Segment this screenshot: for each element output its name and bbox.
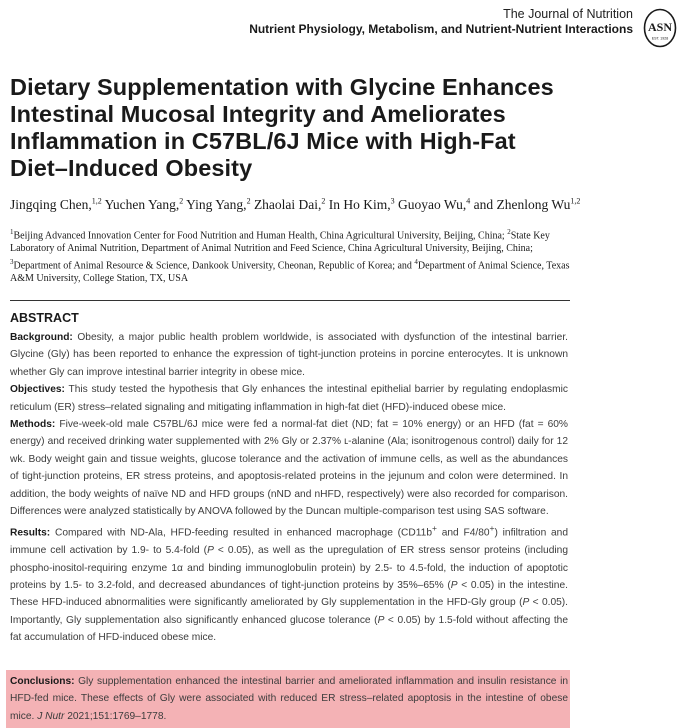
author[interactable]: Yuchen Yang,$^2$	[104, 196, 184, 212]
author[interactable]: Zhaolai Dai,$^2$	[253, 196, 326, 212]
author[interactable]: Ying Yang,$^2$	[186, 196, 251, 212]
journal-name: The Journal of Nutrition	[503, 7, 633, 21]
abstract-body	[10, 329, 568, 647]
logo-text: ASN	[647, 20, 673, 34]
abstract-background: Background: Obesity, a major public health problem worldwide, is associated with dysfunction of the intestinal barrier. Glycine (Gly) has been reported to enhance the expression of tight-junction proteins in porcine enterocytes. It is unknown whether Gly can improve intestinal barrier integrity in obese mice.	[10, 332, 568, 378]
author[interactable]: Guoyao Wu,$^4$	[398, 196, 471, 212]
logo-sub: EST. 1928	[651, 36, 669, 41]
affiliations: $^1$Beijing Advanced Innovation Center for Food Nutrition and Human Health, China Agricultural University, Beijing, China; $^2$State Key Laboratory of Animal Nutrition, Department of Animal Nutrition and Feed Science, China Agricultural University, Beijing, China; $^3$Department of Animal Resource & Science, Dankook University, Cheonan, Republic of Korea; and $^4$Department of Animal Science, Texas A&M University, College Station, TX, USA	[10, 228, 570, 285]
abstract-conclusions: Conclusions: Gly supplementation enhanced the intestinal barrier and ameliorated inflammation and insulin resistance in HFD-fed mice. These effects of Gly were associated with reduced ER stress–related apoptosis in the intestine of obese mice. J Nutr 2021;151:1769–1778.	[10, 676, 568, 722]
author[interactable]: Jingqing Chen,$^{1,2}$	[10, 196, 102, 212]
abstract-results: Results: Compared with ND-Ala, HFD-feeding resulted in enhanced macrophage (CD11b+ and F4/80+) infiltration and immune cell activation by 1.9- to 5.4-fold (P < 0.05), as well as the upregulation of ER stress sensor proteins (including phospho-inositol-requiring enzyme 1α and binding immunoglobulin protein) by 2.5- to 4.5-fold, the induction of apoptotic proteins by 1.5- to 3.2-fold, and decreased abundances of tight-junction proteins by 35%–65% (P < 0.05) in the intestine. These HFD-induced abnormalities were significantly ameliorated by Gly supplementation in the HFD-Gly group (P < 0.05). Importantly, Gly supplementation also significantly enhanced glucose tolerance (P < 0.05) by 1.5-fold without affecting the fat accumulation of HFD-induced obese mice.	[10, 523, 568, 644]
journal-section: Nutrient Physiology, Metabolism, and Nutrient-Nutrient Interactions	[249, 22, 633, 36]
citation-journal: J Nutr	[37, 710, 65, 722]
abstract-heading: ABSTRACT	[10, 311, 79, 325]
abstract-objectives: Objectives: This study tested the hypothesis that Gly enhances the intestinal epithelial barrier by regulating endoplasmic reticulum (ER) stress–related signaling and mitigating inflammation in high-fat diet (HFD)-induced obese mice.	[10, 384, 568, 413]
abstract-methods: Methods: Five-week-old male C57BL/6J mice were fed a normal-fat diet (ND; fat = 10% energy) or an HFD (fat = 60% energy) and received drinking water supplemented with 2% Gly or 2.37% ʟ-alanine (Ala; isonitrogenous control) daily for 12 wk. Body weight gain and tissue weights, glucose tolerance and the activation of immune cells, as well as the abundances of tight-junction proteins, ER stress proteins, and apoptosis-related proteins in the jejunum and colon were determined. In addition, the body weights of naïve ND and HFD groups (nND and nHFD, respectively) were also recorded for comparison. Differences were analyzed statistically by ANOVA followed by the Duncan multiple-comparison test using SAS software.	[10, 419, 568, 518]
divider-rule	[10, 300, 570, 301]
author[interactable]: In Ho Kim,$^3$	[328, 196, 395, 212]
article-title: Dietary Supplementation with Glycine Enhances Intestinal Mucosal Integrity and Ameliorates Inflammation in C57BL/6J Mice with High-Fat Diet–Induced Obesity	[10, 74, 554, 181]
author-list	[10, 196, 610, 213]
author[interactable]: and Zhenlong Wu$^{1,2}$	[473, 196, 581, 212]
citation-details: 2021;151:1769–1778.	[64, 710, 167, 722]
asn-logo	[643, 8, 677, 48]
